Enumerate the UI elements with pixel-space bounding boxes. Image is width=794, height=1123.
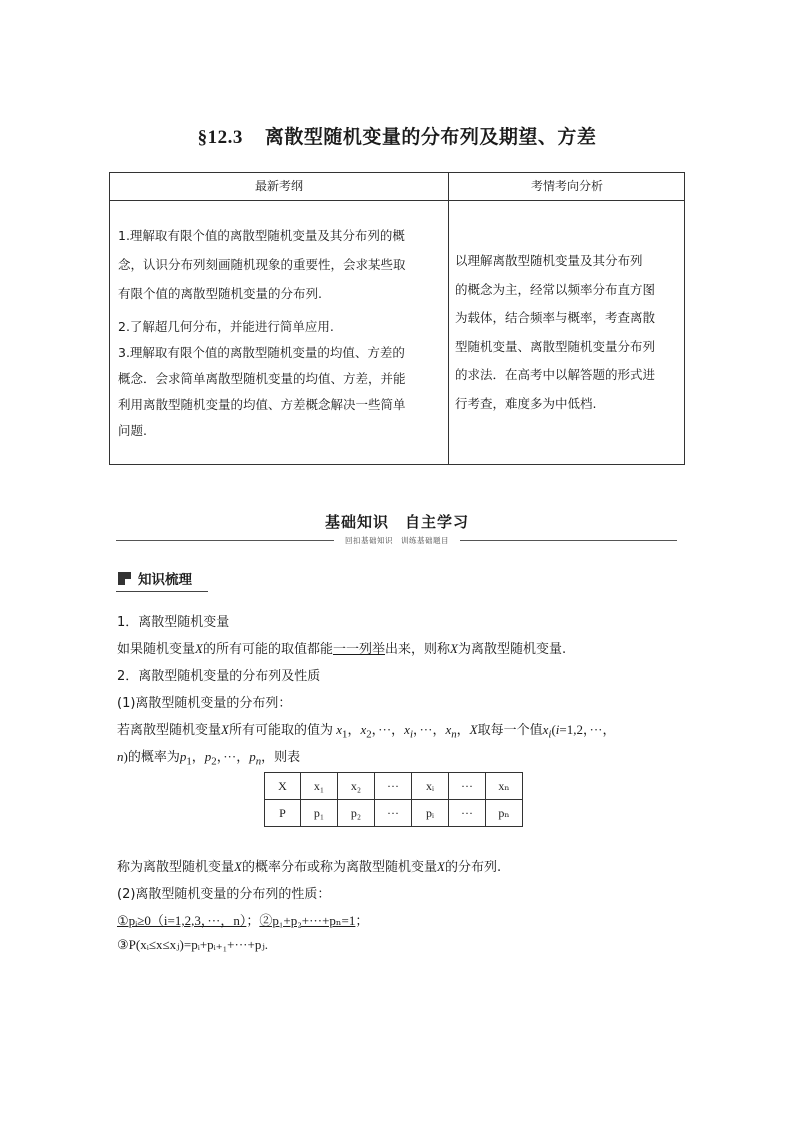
req-line: 1.理解取有限个值的离散型随机变量及其分布列的概 (118, 228, 405, 243)
knowledge-title: 知识梳理 (138, 572, 192, 588)
s1-definition (117, 638, 566, 657)
s2-line2: n)的概率为$p_1$，$p_2$，···，$p_n$，则表 (117, 749, 301, 768)
s2-sub2: (2)离散型随机变量的分布列的性质： (117, 887, 331, 902)
table-cell: ··· (375, 800, 412, 827)
property-1: ①pᵢ≥0（i=1,2,3，···，n） (117, 913, 247, 928)
var: X (221, 722, 229, 737)
analysis-line: 为载体，结合频率与概率，考查离散 (455, 310, 656, 325)
table-cell: xₙ (486, 773, 523, 800)
req-line: 概念．会求简单离散型随机变量的均值、方差，并能 (118, 371, 406, 386)
s1-title: 1．离散型随机变量 (117, 615, 230, 630)
table-cell: pₙ (486, 800, 523, 827)
col-header-outline: 最新考纲 (254, 179, 303, 193)
text: 的概率为 (127, 750, 180, 765)
var: X (469, 722, 478, 737)
text: 的分布列. (444, 860, 502, 875)
table-cell: x₁ (301, 773, 338, 800)
text: 称为离散型随机变量 (117, 860, 235, 875)
table-cell: ··· (375, 773, 412, 800)
req-line: 利用离散型随机变量的均值、方差概念解决一些简单 (118, 397, 406, 412)
table-cell: P (265, 800, 301, 827)
table-cell: ··· (449, 773, 486, 800)
distribution-table (264, 772, 523, 827)
table-cell: x₂ (338, 773, 375, 800)
square-bullet-icon (118, 572, 131, 585)
var: X (436, 859, 445, 874)
s2-sub1: (1)离散型随机变量的分布列： (117, 696, 292, 711)
section-rule-right (460, 540, 677, 541)
var: X (234, 859, 242, 874)
table-row (265, 800, 523, 827)
exam-outline-table (109, 172, 685, 465)
table-cell: xᵢ (412, 773, 449, 800)
s2-line1: 若离散型随机变量X所有可能取的值为 $x_1$，$x_2$，···，$x_i$，···，$x_n$，X取每一个值$x_i(i=1,2$，···， (117, 722, 616, 741)
req-line: 有限个值的离散型随机变量的分布列. (118, 286, 322, 301)
table-cell: ··· (449, 800, 486, 827)
section-subheading: 回扣基础知识 训练基础题目 (345, 536, 449, 545)
title-text: 离散型随机变量的分布列及期望、方差 (264, 126, 597, 148)
req-line: 2.了解超几何分布，并能进行简单应用. (118, 319, 334, 334)
var: X (195, 641, 203, 656)
var: X (450, 641, 458, 656)
property-3: ③P(xᵢ≤x≤xⱼ)=pᵢ+pᵢ₊₁+···+pⱼ. (117, 937, 269, 952)
property-1-2: ①pᵢ≥0（i=1,2,3，···，n）；②p₁+p₂+···+pₙ=1； (117, 913, 369, 928)
text: 出来，则称 (385, 642, 451, 657)
table-cell: pᵢ (412, 800, 449, 827)
knowledge-title-rule (116, 591, 208, 592)
table-cell: X (265, 773, 301, 800)
req-line: 念，认识分布列刻画随机现象的重要性，会求某些取 (118, 257, 406, 272)
property-2: ②p₁+p₂+···+pₙ=1 (259, 913, 356, 928)
section-heading: 基础知识 自主学习 (324, 513, 469, 531)
analysis-line: 型随机变量、离散型随机变量分布列 (455, 338, 656, 354)
text: 若离散型随机变量 (117, 723, 222, 738)
text: 取每一个值 (477, 723, 543, 738)
table-row (265, 773, 523, 800)
text: 的所有可能的取值都能 (202, 642, 333, 657)
page-title (0, 122, 794, 149)
header-divider (110, 200, 684, 201)
section-number: §12.3 (197, 127, 243, 148)
section-rule-left (116, 540, 334, 541)
req-line: 问题. (118, 423, 147, 438)
outline-analysis (455, 247, 681, 418)
column-divider (448, 173, 449, 464)
text: 如果随机变量 (117, 642, 196, 657)
text: 为离散型随机变量. (457, 642, 567, 657)
table-cell: p₁ (301, 800, 338, 827)
outline-requirements (118, 221, 444, 444)
text: 所有可能取的值为 (228, 723, 333, 738)
analysis-line: 以理解离散型随机变量及其分布列 (455, 253, 643, 268)
text: 的概率分布或称为离散型随机变量 (241, 860, 437, 875)
underlined-term: 一一列举 (332, 642, 385, 657)
analysis-line: 行考查，难度多为中低档. (455, 395, 597, 411)
req-line: 3.理解取有限个值的离散型随机变量的均值、方差的 (118, 345, 405, 360)
s2-title: 2．离散型随机变量的分布列及性质 (117, 669, 321, 684)
analysis-line: 的求法．在高考中以解答题的形式进 (455, 367, 656, 382)
analysis-line: 的概念为主，经常以频率分布直方图 (455, 281, 656, 297)
s2-after-table (117, 856, 501, 875)
text: ，则表 (261, 750, 301, 765)
table-cell: p₂ (338, 800, 375, 827)
col-header-analysis: 考情考向分析 (530, 179, 603, 193)
